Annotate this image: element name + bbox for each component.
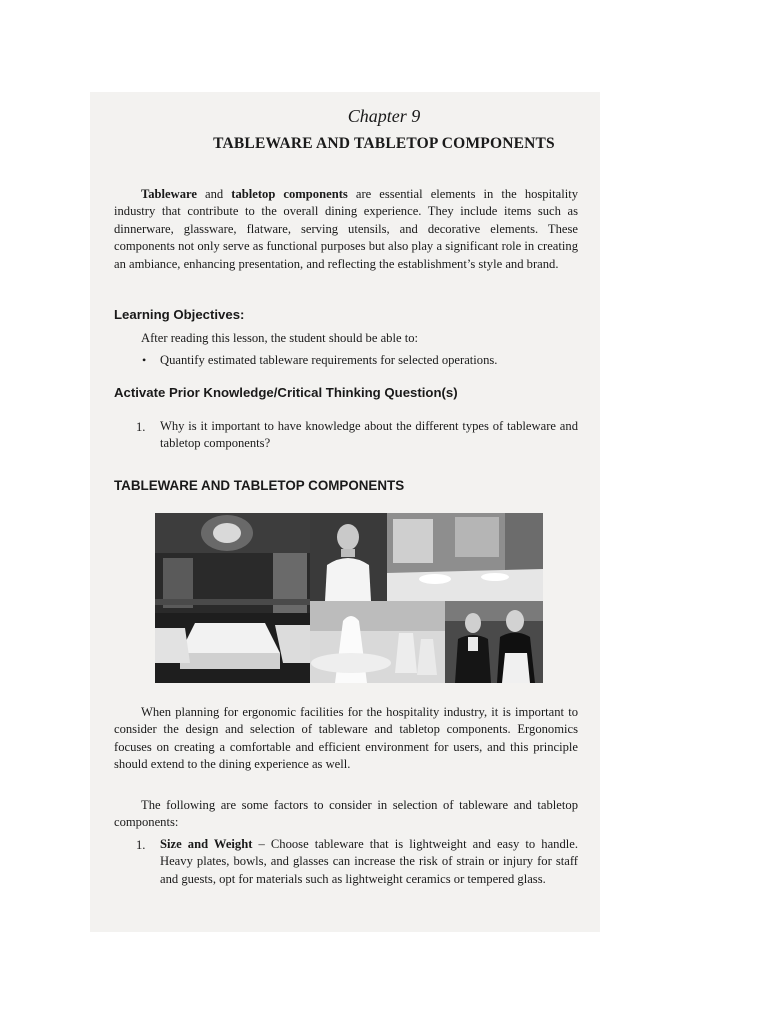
- question-number: 1.: [136, 420, 146, 434]
- restaurant-photo-collage: [155, 513, 543, 683]
- list-item-number: 1.: [136, 838, 146, 852]
- intro-term-tabletop: tabletop components: [231, 187, 348, 201]
- list-item-size-weight: [160, 836, 578, 888]
- intro-paragraph: [114, 186, 578, 273]
- intro-term-tableware: Tableware: [141, 187, 197, 201]
- activate-heading: Activate Prior Knowledge/Critical Thinking Question(s): [114, 385, 458, 400]
- list-item-term: Size and Weight: [160, 837, 253, 851]
- body-paragraph-2: The following are some factors to consider in selection of tableware and tabletop components:: [114, 798, 578, 830]
- chapter-label: Chapter 9: [347, 106, 421, 126]
- bullet-dot: •: [142, 353, 147, 367]
- learning-lead: After reading this lesson, the student should be able to:: [141, 331, 419, 345]
- list-item-text: – Choose tableware that is lightweight and easy to handle. Heavy plates, bowls, and glasses can increase the risk of strain or injury for staff and guests, opt for materials such as lightweight ceramics or tempered glass.: [160, 837, 579, 886]
- waiters-photo: [445, 601, 543, 683]
- chapter-title: TABLEWARE AND TABLETOP COMPONENTS: [213, 135, 555, 152]
- question-text: Why is it important to have knowledge about the different types of tableware and tabletop components?: [160, 419, 578, 451]
- section-heading: TABLEWARE AND TABLETOP COMPONENTS: [114, 478, 405, 493]
- intro-and: and: [196, 187, 232, 201]
- napkin-glassware-photo: [310, 601, 445, 683]
- intro-text: are essential elements in the hospitality industry that contribute to the overall dining experience. They include items such as dinnerware, glassware, flatware, serving utensils, and decorative elements. These components not only serve as functional purposes but also play a significant role in creating an ambiance, enhancing presentation, and reflecting the establishment’s style and brand.: [114, 187, 578, 271]
- learning-objective-item: Quantify estimated tableware requirements for selected operations.: [160, 353, 498, 367]
- chef-photo: [310, 513, 387, 601]
- table-setting-photo: [387, 513, 543, 601]
- body-paragraph-1: When planning for ergonomic facilities for the hospitality industry, it is important to consider the design and selection of tableware and tabletop components. Ergonomics focuses on creating a comfortable and efficient environment for users, and this principle should extend to the dining experience as well.: [114, 705, 578, 772]
- dining-room-photo: [155, 513, 310, 683]
- learning-objectives-heading: Learning Objectives:: [114, 307, 245, 322]
